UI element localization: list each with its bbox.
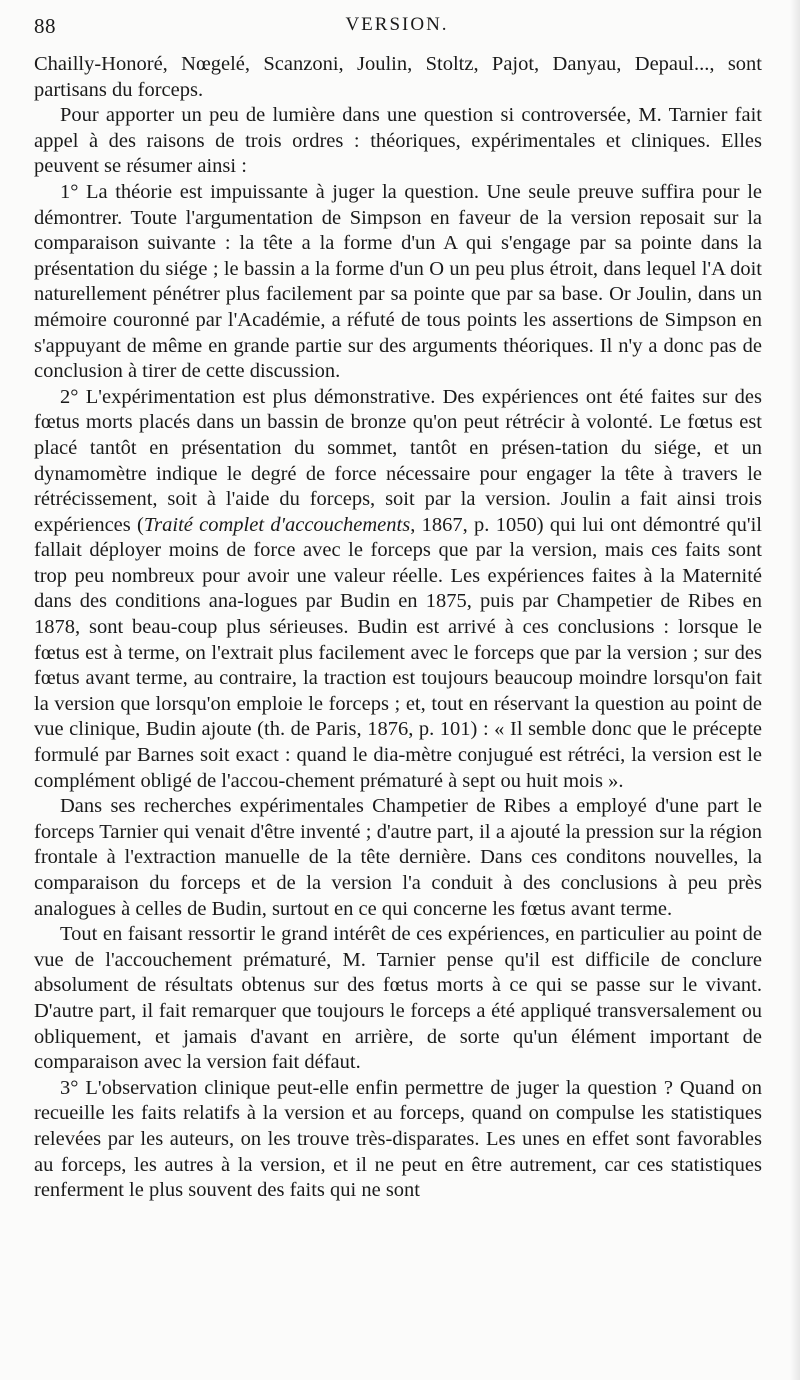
paragraph-5: Dans ses recherches expérimentales Champetier de Ribes a employé d'une part le forceps Tarnier qui venait d'être inventé ; d'autre part, il a ajouté la pression sur la région frontale à l'extraction manuelle de la tête dernière. Dans ces conditons nouvelles, la comparaison du forceps et de la version l'a conduit à des conclusions à peu près analogues à celles de Budin, surtout en ce qui concerne les fœtus avant terme. — [34, 795, 762, 920]
page-edge-shadow — [790, 0, 800, 1380]
paragraph-7: 3° L'observation clinique peut-elle enfin permettre de juger la question ? Quand on recueille les faits relatifs à la version et au forceps, quand on compulse les statistiques relevées par les auteurs, on les trouve très-disparates. Les unes en effet sont favorables au forceps, les autres à la version, et il ne peut en être autrement, car ces statistiques renferment le plus souvent des faits qui ne sont — [34, 1076, 762, 1202]
page-number: 88 — [34, 14, 56, 38]
paragraph-4-part-2: , 1867, p. 1050) qui lui ont démontré qu'il fallait déployer moins de force avec le forceps que par la version, mais ces faits sont trop peu nombreux pour avoir une valeur réelle. Les expériences faites à la Maternité dans des conditions ana-logues par Budin en 1875, puis par Champetier de Ribes en 1878, sont beau-coup plus sérieuses. Budin est arrivé à ces conclusions : lorsque le fœtus est à terme, on l'extrait plus facilement avec le forceps que par la version ; sur des fœtus avant terme, au contraire, la traction est toujours beaucoup moindre lorsqu'on fait la version que lorsqu'on emploie le forceps ; et, tout en réservant la question au point de vue clinique, Budin ajoute (th. de Paris, 1876, p. 101) : « Il semble donc que le précepte formulé par Barnes soit exact : quand le dia-mètre conjugué est rétréci, la version est le complément obligé de l'accou-chement prématuré à sept ou huit mois ». — [34, 513, 763, 792]
book-title-italic: Traité complet d'accouchements — [143, 513, 411, 536]
paragraph-2: Pour apporter un peu de lumière dans une question si controversée, M. Tarnier fait appel à des raisons de trois ordres : théoriques, expérimentales et cliniques. Elles peuvent se résumer ainsi : — [34, 104, 762, 178]
running-head: VERSION. — [345, 14, 449, 35]
paragraph-4-part-1: 2° L'expérimentation est plus démonstrative. Des expériences ont été faites sur des fœtus morts placés dans un bassin de bronze qu'on peut rétrécir à volonté. Le fœtus est placé tantôt en présentation du sommet, tantôt en présen-tation du siége, et un dynamomètre indique le degré de force nécessaire pour engager la tête à travers le rétrécissement, soit à l'aide du forceps, soit par la version. Joulin a fait ainsi trois expériences ( — [34, 385, 762, 536]
paragraph-3: 1° La théorie est impuissante à juger la question. Une seule preuve suffira pour le démontrer. Toute l'argumentation de Simpson en faveur de la version reposait sur la comparaison suivante : la tête a la forme d'un A qui s'engage par sa pointe dans la présentation du siége ; le bassin a la forme d'un O un peu plus étroit, dans lequel l'A doit naturellement pénétrer plus facilement par sa pointe que par sa base. Or Joulin, dans un mémoire couronné par l'Académie, a réfuté de tous points les assertions de Simpson en s'appuyant de même en grande partie sur des arguments théoriques. Il n'y a donc pas de conclusion à tirer de cette discussion. — [34, 180, 762, 383]
body-text — [34, 52, 762, 1204]
paragraph-6: Tout en faisant ressortir le grand intérêt de ces expériences, en particulier au point de vue de l'accouchement prématuré, M. Tarnier pense qu'il est difficile de conclure absolument de résultats obtenus sur des fœtus morts à ce qui se passe sur le vivant. D'autre part, il fait remarquer que toujours le forceps a été appliqué transversalement ou obliquement, et jamais d'avant en arrière, de sorte qu'un élément important de comparaison avec la version fait défaut. — [34, 923, 762, 1074]
page-header — [34, 14, 760, 44]
paragraph-4 — [34, 385, 762, 795]
paragraph-1: Chailly-Honoré, Nœgelé, Scanzoni, Joulin, Stoltz, Pajot, Danyau, Depaul..., sont partisans du forceps. — [34, 53, 762, 101]
